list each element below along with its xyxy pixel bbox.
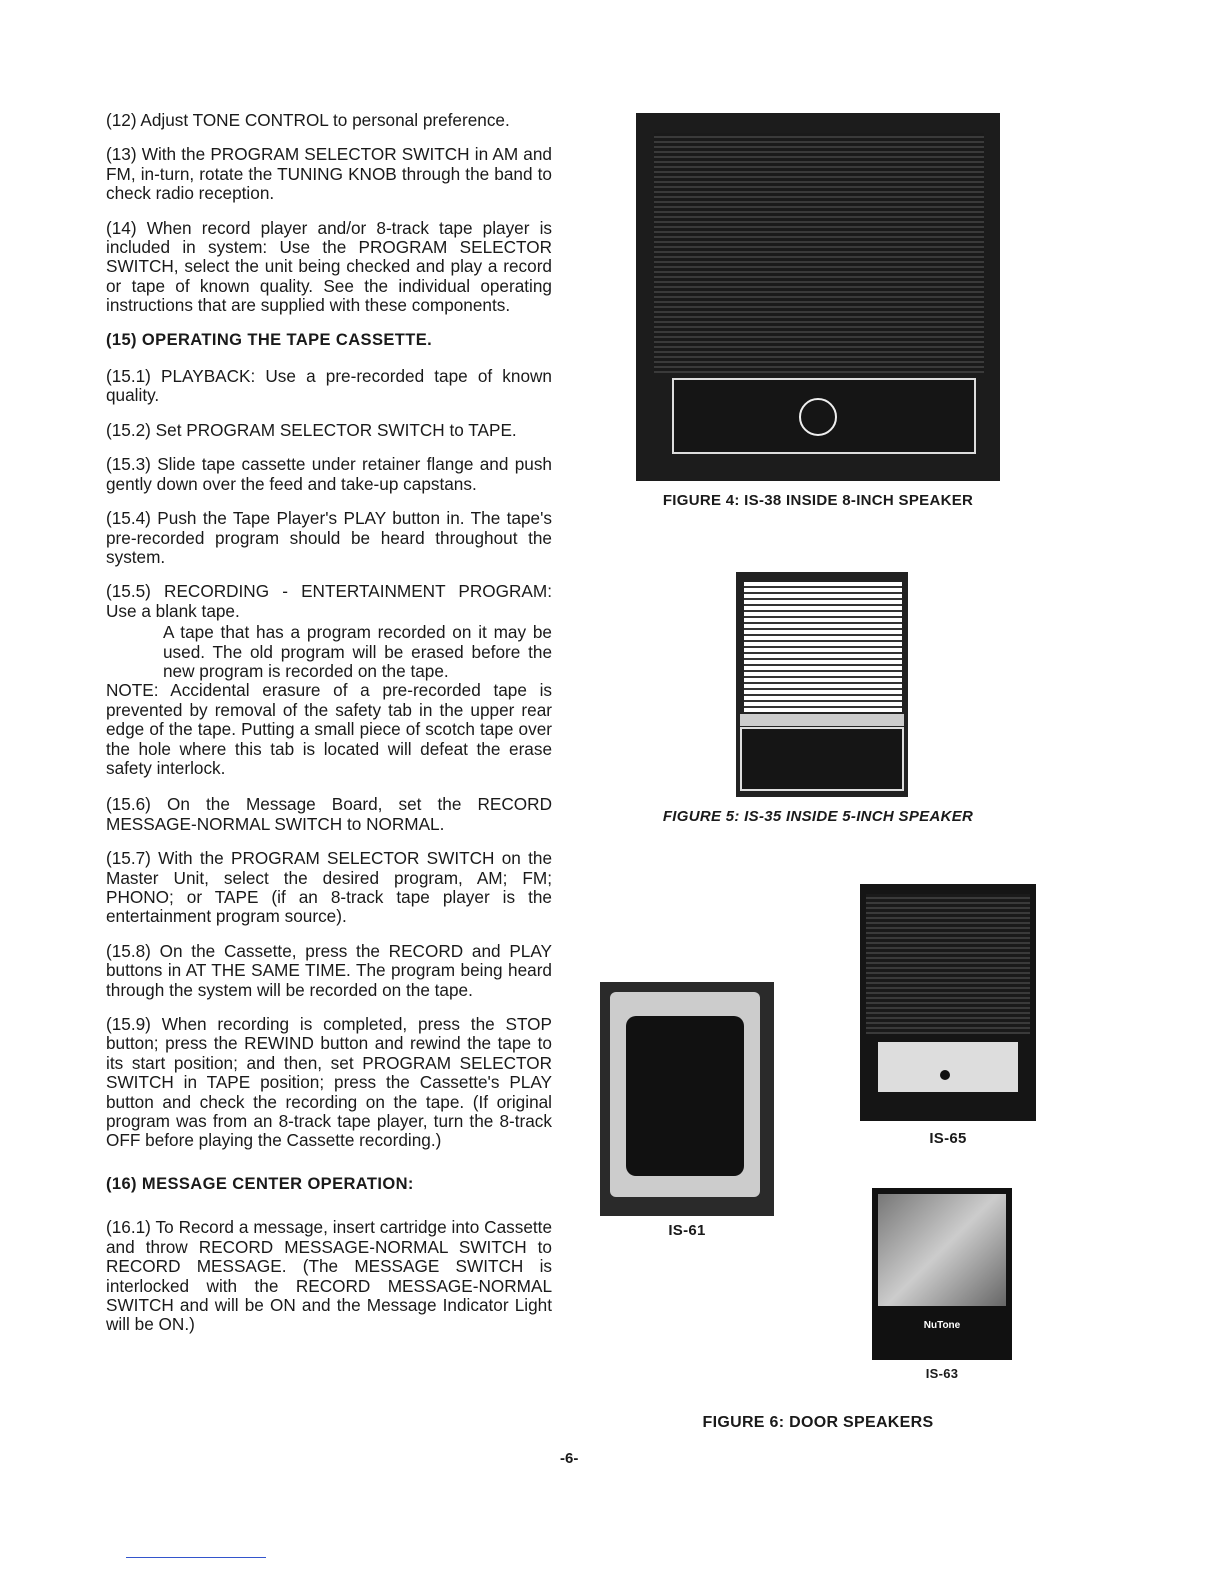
paragraph-15-4: (15.4) Push the Tape Player's PLAY button in. The tape's pre-recorded program should be heard throughout the system. bbox=[106, 508, 552, 567]
paragraph-15-9: (15.9) When recording is completed, press the STOP button; press the REWIND button and rewind the tape to its start position; and then, set PROGRAM SELECTOR SWITCH in TAPE position; press the Cassette's PLAY button and check the recording on the tape. (If original program was from an 8-track tape player, turn the 8-track OFF before playing the Cassette recording.) bbox=[106, 1014, 552, 1151]
heading-15: (15) OPERATING THE TAPE CASSETTE. bbox=[106, 330, 433, 349]
paragraph-16-1: (16.1) To Record a message, insert cartridge into Cassette and throw RECORD MESSAGE-NORMAL SWITCH to RECORD MESSAGE. (The MESSAGE SWITCH is interlocked with the RECORD MESSAGE-NORMAL SWITCH and will be ON and the Message Indicator Light will be ON.) bbox=[106, 1217, 552, 1335]
paragraph-15-7: (15.7) With the PROGRAM SELECTOR SWITCH on the Master Unit, select the desired program, AM; FM; PHONO; or TAPE (if an 8-track tape player is the entertainment program source). bbox=[106, 848, 552, 927]
is-63-photo bbox=[872, 1188, 1012, 1360]
speaker-face bbox=[626, 1016, 744, 1176]
figure-5-photo bbox=[736, 572, 908, 797]
page-number: -6- bbox=[560, 1450, 579, 1467]
figure-6-caption: FIGURE 6: DOOR SPEAKERS bbox=[702, 1414, 934, 1431]
paragraph-14: (14) When record player and/or 8-track tape player is included in system: Use the PROGRAM SELECTOR SWITCH, select the unit being checked and play a record or tape of known quality. See the individual operating instructions that are supplied with these components. bbox=[106, 217, 552, 316]
is-63-label: IS-63 bbox=[925, 1366, 959, 1381]
paragraph-15-1: (15.1) PLAYBACK: Use a pre-recorded tape of known quality. bbox=[106, 366, 552, 406]
is-65-label: IS-65 bbox=[929, 1130, 967, 1147]
button-icon bbox=[940, 1070, 950, 1080]
speaker-grille bbox=[866, 894, 1030, 1034]
figure-4-caption: FIGURE 4: IS-38 INSIDE 8-INCH SPEAKER bbox=[662, 492, 974, 509]
speaker-frame bbox=[610, 992, 760, 1197]
paragraph-15-3: (15.3) Slide tape cassette under retainer flange and push gently down over the feed and take-up capstans. bbox=[106, 454, 552, 494]
paragraph-15-6: (15.6) On the Message Board, set the RECORD MESSAGE-NORMAL SWITCH to NORMAL. bbox=[106, 794, 552, 834]
is-61-photo bbox=[600, 982, 774, 1216]
paragraph-15-8: (15.8) On the Cassette, press the RECORD and PLAY buttons in AT THE SAME TIME. The program being heard through the system will be recorded on the tape. bbox=[106, 940, 552, 1000]
footer-rule bbox=[126, 1557, 266, 1558]
paragraph-15-2: (15.2) Set PROGRAM SELECTOR SWITCH to TAPE. bbox=[106, 419, 517, 440]
knob-icon bbox=[799, 398, 837, 436]
figure-5-caption: FIGURE 5: IS-35 INSIDE 5-INCH SPEAKER bbox=[662, 808, 974, 825]
is-61-label: IS-61 bbox=[668, 1222, 706, 1239]
is-65-photo bbox=[860, 884, 1036, 1121]
paragraph-13: (13) With the PROGRAM SELECTOR SWITCH in AM and FM, in-turn, rotate the TUNING KNOB through the band to check radio reception. bbox=[106, 144, 552, 204]
control-panel bbox=[740, 727, 904, 791]
speaker-grille bbox=[744, 582, 902, 712]
speaker-grille bbox=[878, 1194, 1006, 1306]
brand-logo: NuTone bbox=[923, 1320, 961, 1331]
speaker-grille bbox=[654, 133, 984, 373]
indented-paragraph: A tape that has a program recorded on it may be used. The old program will be erased before the new program is recorded on the tape. bbox=[163, 622, 552, 681]
control-panel bbox=[672, 378, 976, 454]
note: NOTE: Accidental erasure of a pre-recorded tape is prevented by removal of the safety tab in the upper rear edge of the tape. Putting a small piece of scotch tape over the hole where this tab is located will defeat the erase safety interlock. bbox=[106, 680, 552, 778]
figure-4-photo bbox=[636, 113, 1000, 481]
nameplate bbox=[878, 1042, 1018, 1092]
paragraph-12: (12) Adjust TONE CONTROL to personal preference. bbox=[106, 110, 510, 130]
nameplate bbox=[740, 714, 904, 726]
text-column bbox=[106, 111, 552, 1350]
heading-16: (16) MESSAGE CENTER OPERATION: bbox=[106, 1174, 414, 1193]
paragraph-15-5: (15.5) RECORDING - ENTERTAINMENT PROGRAM: Use a blank tape. bbox=[106, 581, 552, 621]
